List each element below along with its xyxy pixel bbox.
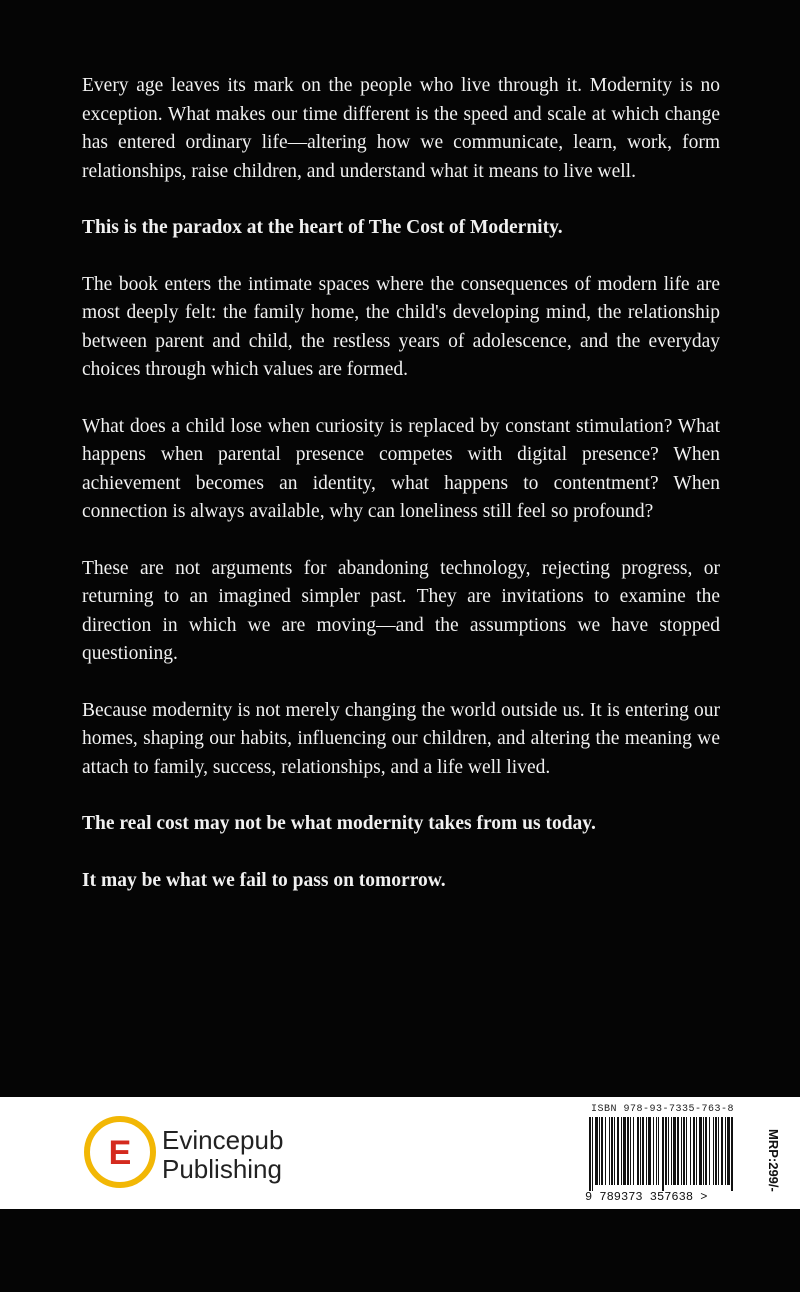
barcode-bar: [705, 1117, 707, 1185]
barcode-bar: [677, 1117, 679, 1185]
barcode-bar: [725, 1117, 726, 1185]
barcode-bar: [709, 1117, 710, 1185]
publisher-name-line1: Evincepub: [162, 1125, 284, 1155]
bottom-band: [0, 1209, 800, 1292]
blurb-closing-line-1: The real cost may not be what modernity takes from us today.: [82, 813, 596, 834]
barcode-bar: [658, 1117, 659, 1185]
barcode-bar: [627, 1117, 629, 1185]
barcode-bar: [693, 1117, 695, 1185]
barcode-bar: [703, 1117, 704, 1185]
barcode-bar: [665, 1117, 667, 1185]
barcode-bar: [681, 1117, 682, 1185]
publisher-logo: [80, 1112, 340, 1192]
barcode-bar: [589, 1117, 591, 1191]
barcode-bar: [713, 1117, 714, 1185]
barcode-bar: [601, 1117, 603, 1185]
barcode-bar: [668, 1117, 669, 1185]
barcode-bar: [721, 1117, 723, 1185]
blurb-closing-line-2: It may be what we fail to pass on tomorrow.: [82, 869, 446, 891]
barcode-bar: [642, 1117, 644, 1185]
barcode-bar: [633, 1117, 634, 1185]
publisher-logo-mark: [80, 1112, 160, 1192]
publisher-name: [162, 1126, 283, 1184]
price-label: MRP:299/-: [766, 1129, 781, 1192]
barcode-bar: [696, 1117, 697, 1185]
barcode-bar: [683, 1117, 685, 1185]
barcode-digits: 9 789373 357638 >: [585, 1190, 708, 1204]
blurb-paradox-line: This is the paradox at the heart of The Cost of Modernity.: [82, 217, 563, 238]
barcode-bar: [690, 1117, 691, 1185]
barcode-bar: [599, 1117, 600, 1185]
barcode-bar: [614, 1117, 615, 1185]
barcode-bar: [653, 1117, 654, 1185]
barcode-bar: [630, 1117, 631, 1185]
logo-letter: E: [108, 1134, 132, 1172]
barcode-bar: [611, 1117, 613, 1185]
barcode-bar: [605, 1117, 606, 1185]
publisher-name-line2: Publishing: [162, 1154, 282, 1184]
back-cover-blurb: [82, 72, 720, 923]
barcode-bar: [662, 1117, 664, 1191]
isbn-label: ISBN 978-93-7335-763-8: [591, 1104, 735, 1115]
barcode-bar: [718, 1117, 719, 1185]
barcode-bar: [617, 1117, 619, 1185]
barcode-bar: [673, 1117, 676, 1185]
barcode-bar: [640, 1117, 641, 1185]
blurb-paragraph-3: The book enters the intimate spaces where the consequences of modern life are most deeply felt: the family home, the child's developing mind, the relationship between parent and child, the restless years of adolescence, and the everyday choices through which values are formed.: [82, 273, 720, 380]
barcode-bar: [646, 1117, 647, 1185]
blurb-paragraph-5: These are not arguments for abandoning technology, rejecting progress, or returning to an imagined simpler past. They are invitations to examine the direction in which we are moving—and the assumptions we have stopped questioning.: [82, 557, 720, 664]
blurb-paragraph-1: Every age leaves its mark on the people who live through it. Modernity is no exception. What makes our time different is the speed and scale at which change has entered ordinary life—altering how we communicate, learn, work, form relationships, raise children, and understand what it means to live well.: [82, 75, 720, 182]
barcode-bar: [621, 1117, 622, 1185]
barcode-bar: [648, 1117, 651, 1185]
publisher-strip: [0, 1097, 800, 1209]
barcode-bar: [727, 1117, 730, 1185]
barcode-bars: [585, 1117, 737, 1191]
blurb-paragraph-6: Because modernity is not merely changing the world outside us. It is entering our homes, shaping our habits, influencing our children, and altering the meaning we attach to family, success, relationships, and a life well lived.: [82, 699, 720, 778]
barcode-bar: [731, 1117, 733, 1191]
barcode-bar: [686, 1117, 687, 1185]
blurb-paragraph-4: What does a child lose when curiosity is replaced by constant stimulation? What happens when parental presence competes with digital presence? When achievement becomes an identity, what happens to contentment? When connection is always available, why can loneliness still feel so profound?: [82, 415, 720, 522]
barcode-bar: [592, 1117, 593, 1191]
barcode-bar: [699, 1117, 702, 1185]
barcode-bar: [671, 1117, 672, 1185]
barcode-bar: [715, 1117, 717, 1185]
barcode-bar: [609, 1117, 610, 1185]
barcode-area: [585, 1103, 795, 1203]
barcode-bar: [623, 1117, 626, 1185]
barcode-bar: [656, 1117, 657, 1185]
barcode-bar: [595, 1117, 598, 1185]
barcode-bar: [637, 1117, 639, 1185]
